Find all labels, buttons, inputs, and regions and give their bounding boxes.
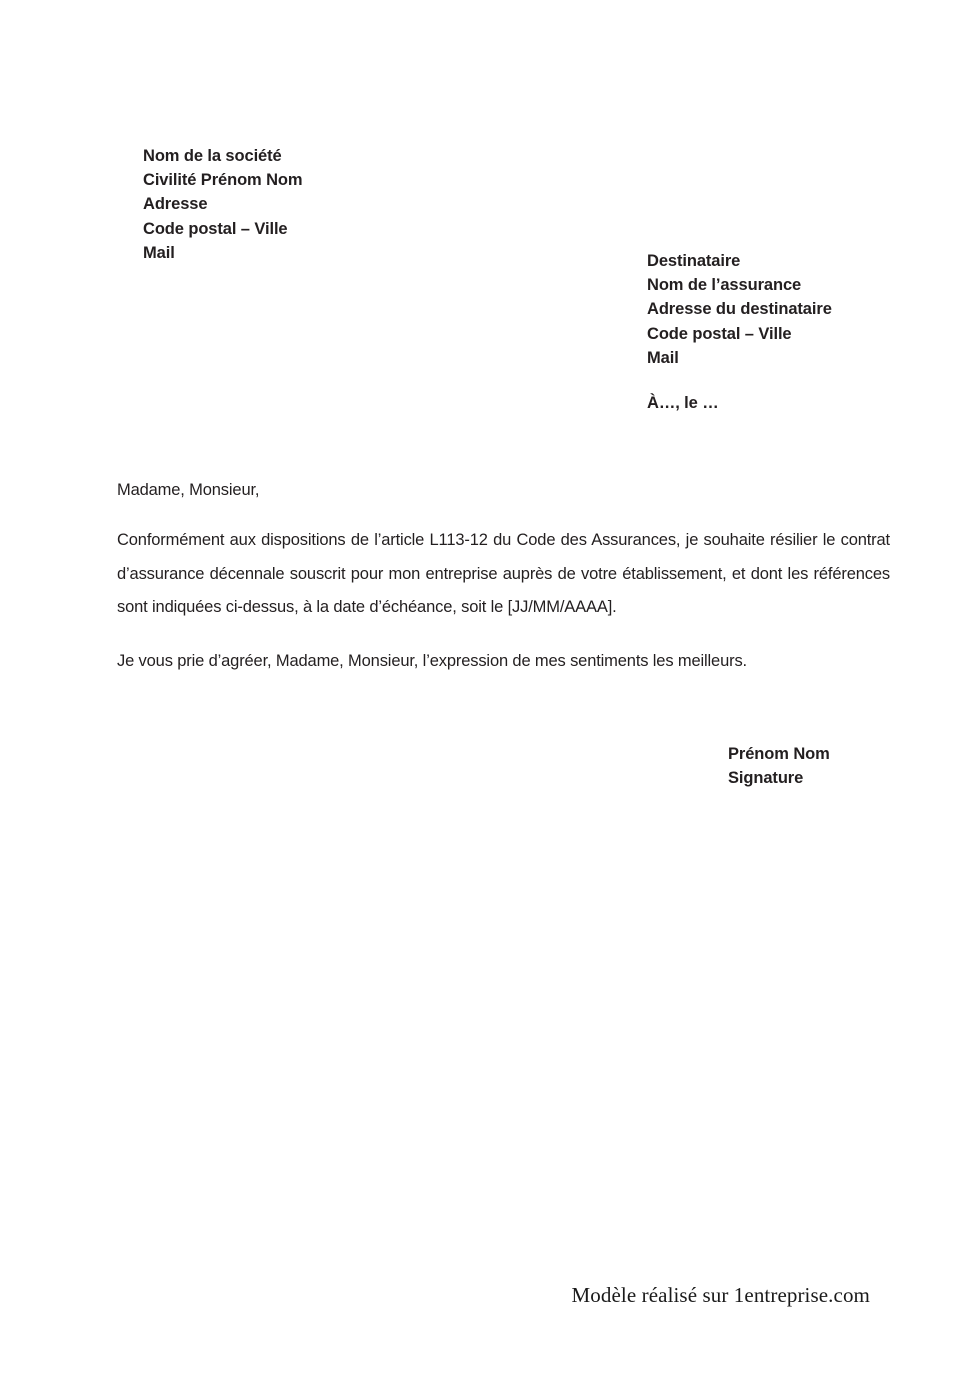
sender-postal-city: Code postal – Ville (143, 219, 288, 238)
recipient-address-block (647, 249, 977, 370)
sender-person-name: Civilité Prénom Nom (143, 171, 303, 190)
sender-company-name: Nom de la société (143, 147, 282, 165)
recipient-label: Destinataire (647, 252, 741, 270)
footer-credit: Modèle réalisé sur 1entreprise.com (571, 1283, 870, 1307)
recipient-street-address: Adresse du destinataire (647, 300, 832, 319)
signature-name: Prénom Nom (728, 745, 830, 763)
signature-block (728, 743, 958, 790)
sender-mail: Mail (143, 243, 175, 262)
place-and-date-line: À…, le … (647, 394, 719, 412)
recipient-postal-city: Code postal – Ville (647, 324, 792, 343)
recipient-insurance-name: Nom de l’assurance (647, 276, 802, 295)
sender-street-address: Adresse (143, 195, 208, 214)
signature-label: Signature (728, 768, 804, 787)
sender-address-block (143, 144, 563, 265)
salutation: Madame, Monsieur, (117, 481, 260, 499)
body-paragraph-main: Conformément aux dispositions de l’article L113-12 du Code des Assurances, je souhaite résilier le contrat d’assurance décennale souscrit pour mon entreprise auprès de votre établissement, et dont les références sont indiquées ci-dessus, à la date d’échéance, soit le [JJ/MM/AAAA]. (117, 531, 890, 616)
letter-body (117, 478, 890, 678)
body-paragraph-closing: Je vous prie d’agréer, Madame, Monsieur, l’expression de mes sentiments les meilleurs. (117, 651, 747, 670)
recipient-mail: Mail (647, 348, 679, 367)
